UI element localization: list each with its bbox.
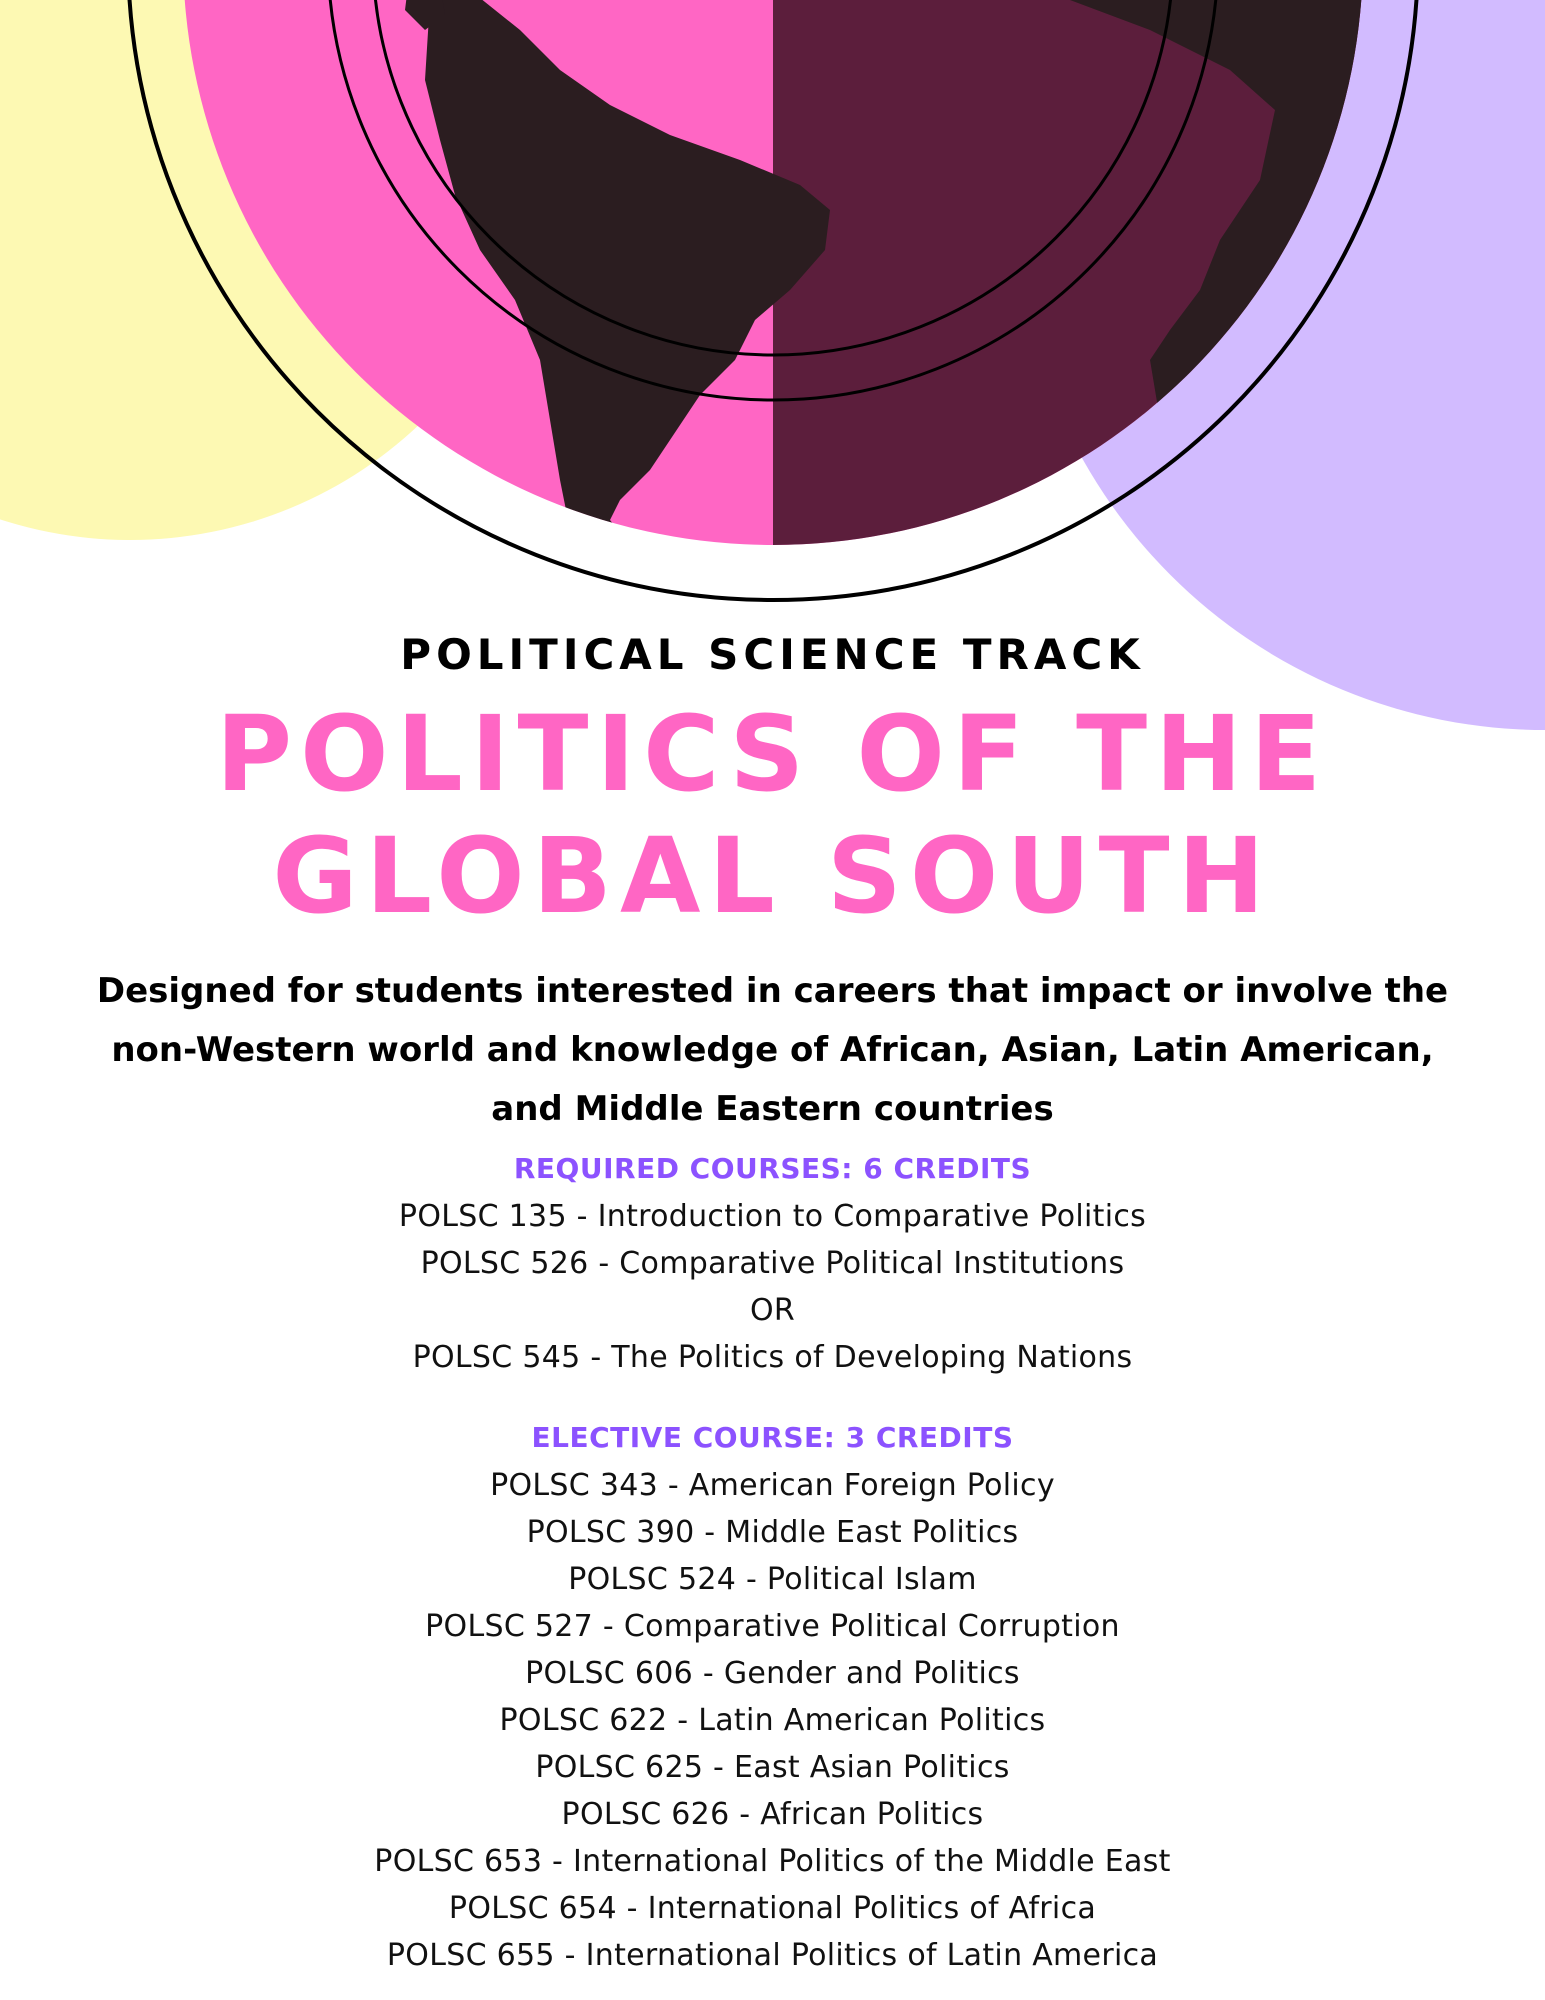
elective-course-item: POLSC 527 - Comparative Political Corruption <box>425 1609 1120 1644</box>
required-course-item: POLSC 526 - Comparative Political Institutions <box>420 1246 1125 1281</box>
title-line-2: GLOBAL SOUTH <box>272 815 1273 937</box>
elective-course-heading: ELECTIVE COURSE: 3 CREDITS <box>531 1421 1014 1454</box>
elective-course-item: POLSC 390 - Middle East Politics <box>526 1515 1019 1550</box>
elective-course-item: POLSC 654 - International Politics of Africa <box>448 1891 1097 1926</box>
track-description: Designed for students interested in careers that impact or involve the non-Western world and knowledge of African, Asian, Latin American, and Middle Eastern countries <box>96 971 1449 1129</box>
elective-course-item: POLSC 606 - Gender and Politics <box>525 1656 1020 1691</box>
elective-course-item: POLSC 524 - Political Islam <box>568 1562 977 1597</box>
elective-course-item: POLSC 622 - Latin American Politics <box>499 1703 1046 1738</box>
elective-course-item: POLSC 625 - East Asian Politics <box>535 1750 1010 1785</box>
required-course-item: POLSC 135 - Introduction to Comparative Politics <box>398 1199 1147 1234</box>
elective-course-item: POLSC 626 - African Politics <box>561 1797 984 1832</box>
elective-course-item: POLSC 655 - International Politics of Latin America <box>386 1938 1159 1973</box>
elective-course-item: POLSC 343 - American Foreign Policy <box>490 1468 1055 1503</box>
required-course-item: POLSC 545 - The Politics of Developing Nations <box>412 1340 1133 1375</box>
required-courses-heading: REQUIRED COURSES: 6 CREDITS <box>513 1152 1032 1185</box>
elective-course-item: POLSC 653 - International Politics of the Middle East <box>374 1844 1171 1879</box>
required-course-or: OR <box>749 1293 796 1328</box>
track-label: POLITICAL SCIENCE TRACK <box>400 630 1145 679</box>
title-line-1: POLITICS OF THE <box>215 693 1330 815</box>
